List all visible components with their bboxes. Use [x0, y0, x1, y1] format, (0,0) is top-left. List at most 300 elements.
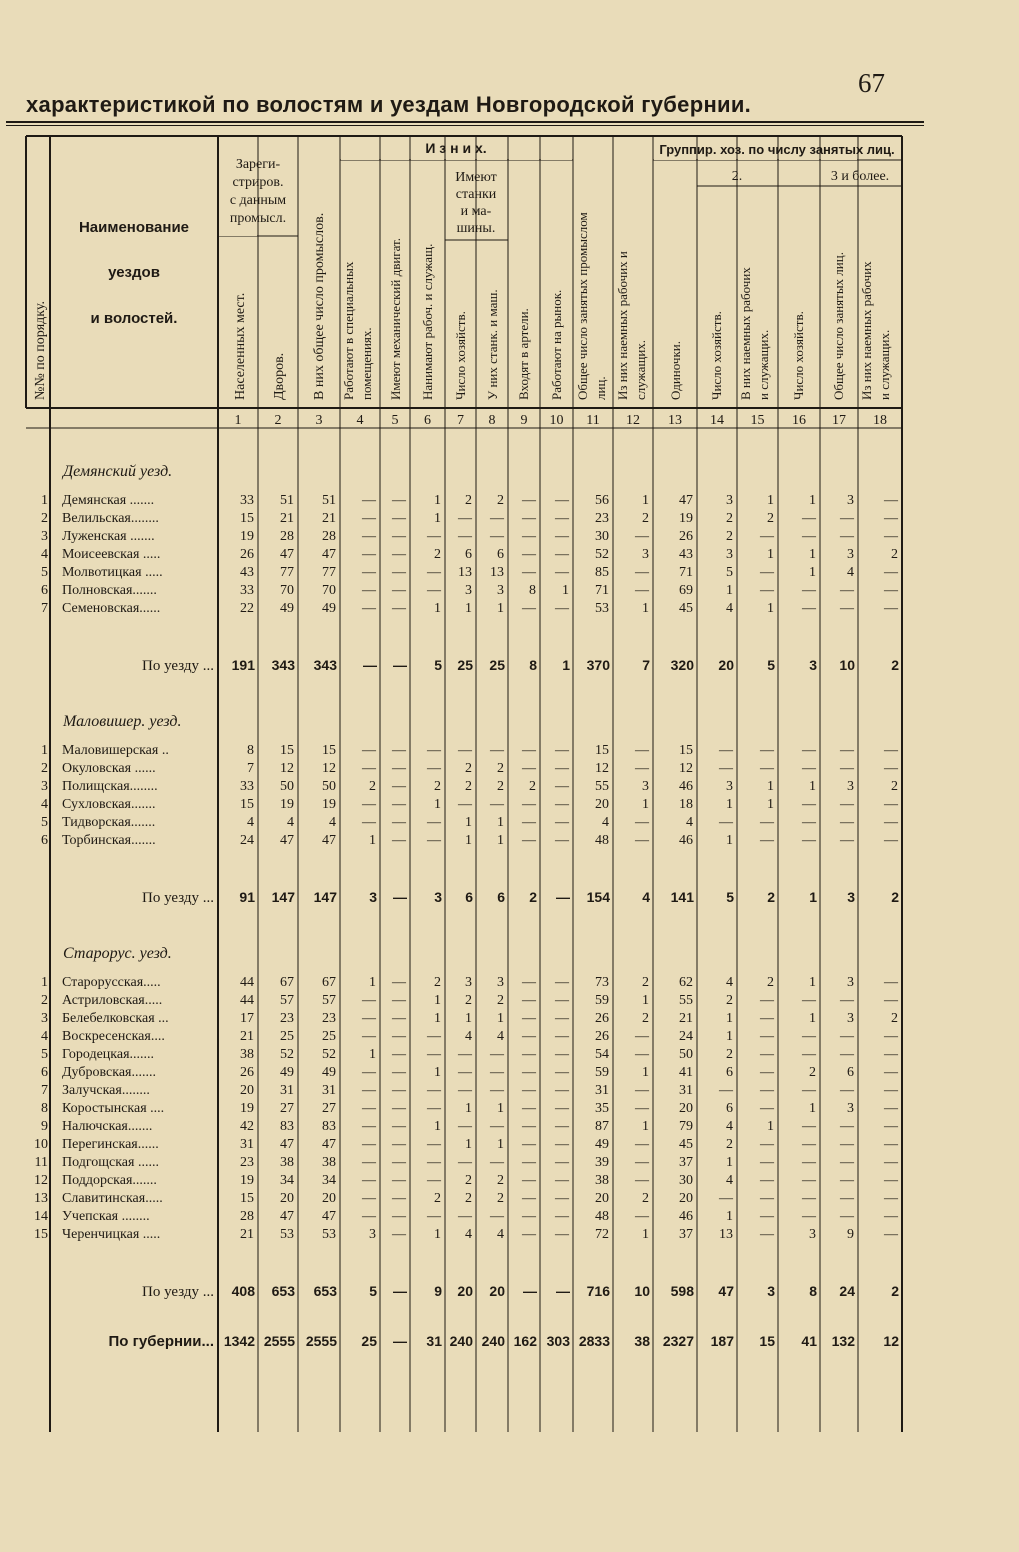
row-number: 6	[41, 583, 48, 598]
header-col7-label: Число хозяйств.	[453, 311, 468, 400]
data-cell: 50	[322, 779, 336, 794]
district-total-cell: 3	[847, 889, 855, 905]
data-cell: 19	[679, 511, 693, 526]
data-cell: 38	[280, 1155, 294, 1170]
volost-name: Тидворская.......	[62, 815, 156, 830]
row-number: 15	[34, 1227, 48, 1242]
data-cell: —	[490, 1065, 504, 1080]
province-total-cell: —	[393, 1333, 407, 1349]
data-cell: —	[635, 565, 649, 580]
data-cell: —	[840, 993, 854, 1008]
data-cell: —	[884, 833, 898, 848]
data-cell: 15	[240, 797, 254, 812]
district-total-cell: 370	[586, 657, 610, 673]
data-cell: —	[362, 493, 376, 508]
data-cell: —	[884, 529, 898, 544]
data-cell: 31	[679, 1083, 693, 1098]
data-cell: 1	[497, 833, 504, 848]
volost-name: Черенчицкая .....	[62, 1227, 161, 1242]
data-cell: 25	[280, 1029, 294, 1044]
data-cell: —	[555, 1137, 569, 1152]
data-cell: 1	[767, 779, 774, 794]
data-cell: 1	[497, 601, 504, 616]
row-number: 5	[41, 565, 48, 580]
row-number: 5	[41, 815, 48, 830]
data-cell: —	[635, 1029, 649, 1044]
data-cell: 1	[465, 1011, 472, 1026]
data-cell: —	[760, 1083, 774, 1098]
page-title: характеристикой по волостям и уездам Новгородской губернии.	[26, 92, 752, 117]
data-cell: —	[392, 547, 406, 562]
data-cell: 69	[679, 583, 693, 598]
data-cell: —	[392, 1029, 406, 1044]
district-total-cell: —	[363, 657, 377, 673]
data-cell: 2	[726, 1137, 733, 1152]
data-cell: 2	[891, 547, 898, 562]
data-cell: —	[555, 761, 569, 776]
data-cell: —	[635, 1209, 649, 1224]
data-cell: 1	[767, 493, 774, 508]
data-cell: 4	[329, 815, 336, 830]
province-total-cell: 240	[449, 1333, 473, 1349]
row-number: 1	[41, 493, 48, 508]
data-cell: —	[555, 1119, 569, 1134]
data-cell: —	[362, 547, 376, 562]
data-cell: —	[884, 993, 898, 1008]
data-cell: —	[522, 511, 536, 526]
volost-name: Маловишерская ..	[62, 743, 169, 758]
volost-name: Велильская........	[62, 511, 159, 526]
district-total-cell: 141	[670, 889, 694, 905]
data-cell: —	[635, 1137, 649, 1152]
data-cell: 43	[240, 565, 254, 580]
row-number: 11	[34, 1155, 48, 1170]
data-cell: 2	[642, 511, 649, 526]
data-cell: 1	[497, 1011, 504, 1026]
volost-name: Торбинская.......	[62, 833, 156, 848]
data-cell: —	[802, 529, 816, 544]
data-cell: 2	[809, 1065, 816, 1080]
data-cell: 38	[322, 1155, 336, 1170]
data-cell: 1	[642, 1227, 649, 1242]
data-cell: 45	[679, 1137, 693, 1152]
data-cell: —	[522, 761, 536, 776]
district-total-cell: —	[523, 1283, 537, 1299]
data-cell: —	[522, 493, 536, 508]
page-number: 67	[858, 68, 885, 98]
data-cell: 48	[595, 1209, 609, 1224]
data-cell: —	[635, 761, 649, 776]
data-cell: —	[427, 743, 441, 758]
data-cell: —	[840, 601, 854, 616]
province-total-cell: 38	[634, 1333, 650, 1349]
header-name-label: Наименование	[78, 219, 190, 236]
data-cell: —	[760, 1137, 774, 1152]
column-number: 9	[520, 413, 528, 428]
data-cell: —	[884, 511, 898, 526]
data-cell: 53	[280, 1227, 294, 1242]
header-merge	[779, 162, 819, 185]
data-cell: 1	[642, 993, 649, 1008]
province-total-cell: 2555	[263, 1333, 295, 1349]
data-cell: —	[427, 1047, 441, 1062]
data-cell: —	[392, 1119, 406, 1134]
district-total-cell: 191	[231, 657, 255, 673]
data-cell: —	[362, 565, 376, 580]
data-cell: 24	[240, 833, 254, 848]
district-total-cell: —	[393, 657, 407, 673]
district-total-cell: —	[393, 1283, 407, 1299]
data-cell: —	[802, 1083, 816, 1098]
volost-name: Старорусская.....	[62, 975, 161, 990]
data-cell: —	[522, 529, 536, 544]
data-cell: 1	[726, 583, 733, 598]
volost-name: Подгощская ......	[62, 1155, 159, 1170]
data-cell: —	[760, 1029, 774, 1044]
data-cell: 20	[679, 1101, 693, 1116]
data-cell: 21	[240, 1227, 254, 1242]
district-total-cell: 1	[562, 657, 570, 673]
data-cell: —	[635, 815, 649, 830]
data-cell: —	[522, 1137, 536, 1152]
data-cell: 77	[280, 565, 294, 580]
data-cell: 15	[322, 743, 336, 758]
data-cell: —	[884, 1047, 898, 1062]
data-cell: 77	[322, 565, 336, 580]
data-cell: —	[458, 529, 472, 544]
data-cell: —	[760, 529, 774, 544]
data-cell: —	[840, 1173, 854, 1188]
data-cell: —	[884, 743, 898, 758]
data-cell: —	[392, 1011, 406, 1026]
data-cell: —	[840, 833, 854, 848]
data-cell: —	[392, 1137, 406, 1152]
data-cell: —	[555, 1047, 569, 1062]
data-cell: —	[802, 1029, 816, 1044]
data-cell: 2	[497, 493, 504, 508]
district-total-cell: 154	[586, 889, 610, 905]
data-cell: 15	[679, 743, 693, 758]
data-cell: 47	[280, 833, 294, 848]
header-col4-label: помещениях.	[359, 327, 374, 400]
data-cell: —	[392, 761, 406, 776]
header-col10-label: Работают на рынок.	[549, 289, 564, 400]
data-cell: —	[719, 1191, 733, 1206]
data-cell: —	[362, 761, 376, 776]
data-cell: 31	[595, 1083, 609, 1098]
data-cell: 44	[240, 975, 254, 990]
data-cell: —	[802, 833, 816, 848]
data-cell: 2	[767, 511, 774, 526]
row-number: 5	[41, 1047, 48, 1062]
header-stanki-label: Имеют	[455, 170, 497, 185]
data-cell: 2	[726, 529, 733, 544]
data-cell: —	[840, 1155, 854, 1170]
data-cell: 20	[280, 1191, 294, 1206]
data-cell: 2	[642, 1011, 649, 1026]
data-cell: 47	[322, 547, 336, 562]
data-cell: —	[392, 601, 406, 616]
district-total-cell: 20	[457, 1283, 473, 1299]
data-cell: 54	[595, 1047, 609, 1062]
data-cell: 27	[280, 1101, 294, 1116]
data-cell: —	[840, 1137, 854, 1152]
header-stanki-label: и ма-	[460, 204, 492, 219]
data-cell: —	[522, 815, 536, 830]
data-cell: —	[884, 797, 898, 812]
district-total-cell: 10	[634, 1283, 650, 1299]
data-cell: 1	[434, 1011, 441, 1026]
data-cell: —	[760, 565, 774, 580]
data-cell: 2	[497, 779, 504, 794]
data-cell: —	[719, 815, 733, 830]
province-total-cell: 2555	[305, 1333, 337, 1349]
data-cell: —	[522, 1209, 536, 1224]
data-cell: 6	[465, 547, 472, 562]
data-cell: 51	[280, 493, 294, 508]
district-total-cell: 147	[271, 889, 295, 905]
district-total-cell: 3	[809, 657, 817, 673]
data-cell: 2	[497, 993, 504, 1008]
data-cell: 2	[369, 779, 376, 794]
data-cell: —	[555, 493, 569, 508]
data-cell: —	[555, 1191, 569, 1206]
data-cell: 19	[240, 529, 254, 544]
header-col15-label: и служащих.	[756, 329, 771, 400]
province-total-cell: 303	[546, 1333, 570, 1349]
data-cell: —	[840, 1047, 854, 1062]
data-cell: —	[392, 1083, 406, 1098]
district-total-cell: 9	[434, 1283, 442, 1299]
data-cell: —	[427, 761, 441, 776]
row-number: 3	[41, 1011, 48, 1026]
data-cell: 2	[497, 761, 504, 776]
data-cell: 1	[434, 1065, 441, 1080]
data-cell: —	[522, 1191, 536, 1206]
header-col18-label: и служащих.	[877, 329, 892, 400]
province-total-cell: 132	[831, 1333, 855, 1349]
district-total-cell: 6	[497, 889, 505, 905]
data-cell: 47	[280, 1137, 294, 1152]
data-cell: 1	[434, 493, 441, 508]
volost-name: Перегинская......	[62, 1137, 159, 1152]
row-number: 3	[41, 779, 48, 794]
data-cell: —	[427, 833, 441, 848]
data-cell: —	[802, 1119, 816, 1134]
data-cell: 20	[240, 1083, 254, 1098]
data-cell: —	[884, 1083, 898, 1098]
header-registered-label: Зареги-	[235, 157, 281, 172]
data-cell: 72	[595, 1227, 609, 1242]
district-total-cell: 598	[670, 1283, 694, 1299]
data-cell: —	[635, 1047, 649, 1062]
data-cell: 6	[726, 1065, 733, 1080]
data-cell: —	[555, 1173, 569, 1188]
data-cell: —	[458, 1209, 472, 1224]
data-cell: 3	[847, 975, 854, 990]
data-cell: 1	[434, 601, 441, 616]
data-cell: —	[427, 1137, 441, 1152]
data-cell: 1	[642, 1119, 649, 1134]
data-cell: 2	[726, 1047, 733, 1062]
data-cell: 87	[595, 1119, 609, 1134]
data-cell: 57	[322, 993, 336, 1008]
data-cell: —	[427, 1173, 441, 1188]
data-cell: —	[458, 1065, 472, 1080]
data-cell: —	[802, 993, 816, 1008]
data-cell: 2	[642, 1191, 649, 1206]
header-col12-label: служащих.	[633, 339, 648, 400]
data-cell: 1	[497, 815, 504, 830]
data-cell: 19	[280, 797, 294, 812]
data-cell: —	[427, 583, 441, 598]
data-cell: 42	[240, 1119, 254, 1134]
data-cell: 12	[595, 761, 609, 776]
data-cell: —	[719, 761, 733, 776]
volost-name: Демянская .......	[62, 493, 155, 508]
data-cell: —	[840, 529, 854, 544]
data-cell: 4	[686, 815, 693, 830]
data-cell: 52	[280, 1047, 294, 1062]
row-number: 1	[41, 975, 48, 990]
data-cell: —	[362, 797, 376, 812]
column-number: 17	[832, 413, 846, 428]
data-cell: 55	[679, 993, 693, 1008]
data-cell: —	[802, 1173, 816, 1188]
row-number: 14	[34, 1209, 48, 1224]
data-cell: 33	[240, 493, 254, 508]
data-cell: 1	[726, 1011, 733, 1026]
data-cell: 2	[726, 511, 733, 526]
district-total-label: По уезду ...	[141, 1284, 214, 1300]
data-cell: —	[392, 583, 406, 598]
data-cell: 1	[809, 547, 816, 562]
volost-name: Семеновская......	[62, 601, 161, 616]
data-cell: 15	[240, 511, 254, 526]
data-cell: —	[555, 797, 569, 812]
data-cell: 28	[240, 1209, 254, 1224]
district-total-cell: 320	[670, 657, 694, 673]
data-cell: 2	[465, 1191, 472, 1206]
data-cell: —	[555, 1209, 569, 1224]
header-registered-label: стриров.	[232, 175, 284, 190]
data-cell: —	[635, 743, 649, 758]
district-total-cell: 25	[457, 657, 473, 673]
data-cell: —	[362, 743, 376, 758]
district-total-cell: 5	[434, 657, 442, 673]
data-cell: 22	[240, 601, 254, 616]
data-cell: —	[635, 1101, 649, 1116]
province-total-label: По губернии...	[108, 1333, 214, 1350]
data-cell: —	[427, 1209, 441, 1224]
data-cell: 2	[465, 1173, 472, 1188]
data-cell: —	[760, 1227, 774, 1242]
column-number: 6	[424, 413, 431, 428]
province-total-cell: 187	[710, 1333, 734, 1349]
data-cell: 20	[595, 1191, 609, 1206]
data-cell: —	[427, 1083, 441, 1098]
data-cell: —	[760, 743, 774, 758]
district-total-cell: 3	[369, 889, 377, 905]
header-col12-label: Из них наемных рабочих и	[615, 251, 630, 400]
data-cell: —	[555, 815, 569, 830]
data-cell: —	[362, 1029, 376, 1044]
province-total-cell: 2833	[578, 1333, 610, 1349]
data-cell: —	[635, 529, 649, 544]
header-col11-label: Общее число занятых промыслом	[575, 212, 590, 400]
data-cell: 39	[595, 1155, 609, 1170]
data-cell: —	[392, 993, 406, 1008]
data-cell: —	[392, 493, 406, 508]
volost-name: Залучская........	[62, 1083, 150, 1098]
district-total-cell: 343	[313, 657, 337, 673]
data-cell: 1	[465, 1137, 472, 1152]
data-cell: 1	[809, 1101, 816, 1116]
data-cell: 12	[679, 761, 693, 776]
data-cell: —	[555, 1227, 569, 1242]
data-cell: 1	[809, 1011, 816, 1026]
header-merge	[341, 138, 379, 160]
district-total-cell: 47	[718, 1283, 734, 1299]
data-cell: —	[884, 761, 898, 776]
data-cell: 18	[679, 797, 693, 812]
province-total-cell: 31	[426, 1333, 442, 1349]
data-cell: —	[555, 547, 569, 562]
data-cell: 4	[726, 1173, 733, 1188]
data-cell: —	[802, 601, 816, 616]
header-merge	[381, 138, 409, 160]
header-group-two-label: 2.	[731, 169, 743, 184]
data-cell: 1	[767, 547, 774, 562]
data-cell: 26	[679, 529, 693, 544]
row-number: 7	[41, 601, 48, 616]
data-cell: —	[555, 833, 569, 848]
data-cell: —	[802, 743, 816, 758]
data-cell: 62	[679, 975, 693, 990]
row-number: 10	[34, 1137, 48, 1152]
data-cell: 1	[369, 975, 376, 990]
column-number: 3	[315, 413, 323, 428]
data-cell: 23	[322, 1011, 336, 1026]
data-cell: 15	[240, 1191, 254, 1206]
data-cell: —	[490, 511, 504, 526]
volost-name: Моисеевская .....	[62, 547, 161, 562]
data-cell: 3	[726, 779, 733, 794]
data-cell: 19	[322, 797, 336, 812]
data-cell: —	[392, 1047, 406, 1062]
row-number: 2	[41, 511, 48, 526]
data-cell: —	[362, 815, 376, 830]
data-cell: 2	[529, 779, 536, 794]
data-cell: 59	[595, 993, 609, 1008]
data-cell: 23	[240, 1155, 254, 1170]
data-cell: 23	[595, 511, 609, 526]
data-cell: 4	[465, 1029, 472, 1044]
data-cell: 27	[322, 1101, 336, 1116]
column-number: 2	[274, 413, 282, 428]
data-cell: —	[802, 583, 816, 598]
data-cell: —	[427, 565, 441, 580]
data-cell: —	[490, 1209, 504, 1224]
data-cell: —	[362, 1101, 376, 1116]
data-cell: 1	[726, 1209, 733, 1224]
data-cell: —	[884, 1119, 898, 1134]
volost-name: Окуловская ......	[62, 761, 156, 776]
data-cell: 1	[434, 797, 441, 812]
data-cell: 24	[679, 1029, 693, 1044]
data-cell: —	[555, 743, 569, 758]
data-cell: —	[458, 1047, 472, 1062]
